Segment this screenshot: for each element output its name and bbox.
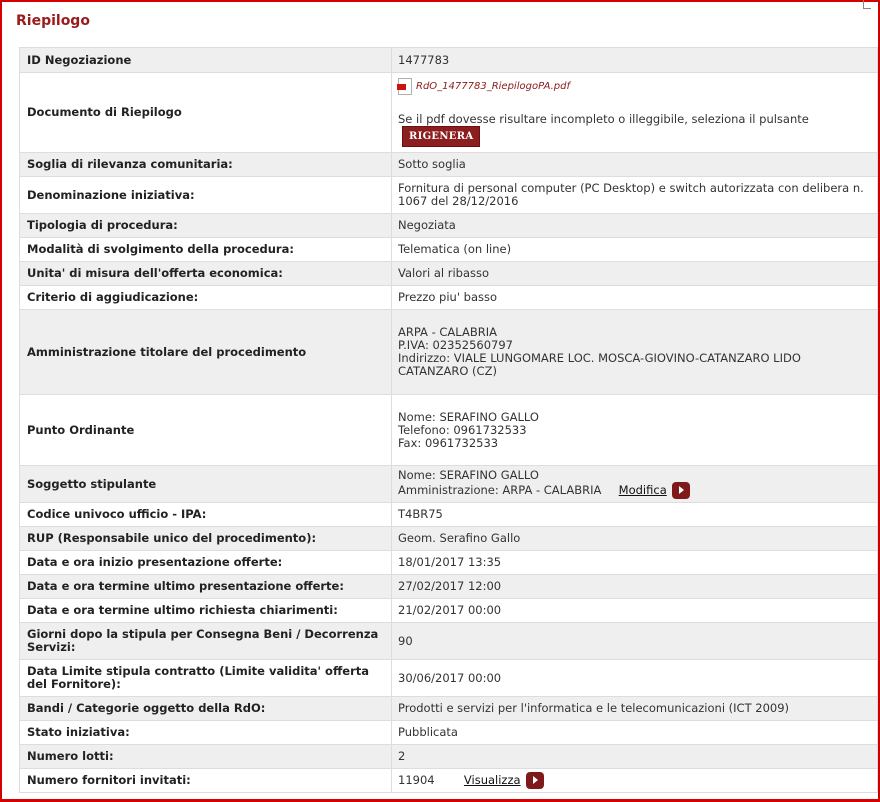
table-row [20, 599, 878, 623]
summary-table [19, 47, 878, 793]
row-value: Sotto soglia [392, 153, 878, 177]
row-label: Denominazione iniziativa: [20, 177, 392, 214]
modifica-arrow-icon[interactable] [672, 482, 690, 499]
value-line: Nome: SERAFINO GALLO [398, 409, 539, 424]
row-label: Amministrazione titolare del procedimento [20, 310, 392, 395]
row-value [392, 466, 878, 503]
row-label: Criterio di aggiudicazione: [20, 286, 392, 310]
row-label: Data e ora termine ultimo richiesta chiarimenti: [20, 599, 392, 623]
table-row [20, 745, 878, 769]
row-label: ID Negoziazione [20, 48, 392, 73]
table-row [20, 551, 878, 575]
label-line: Servizi: [27, 640, 76, 654]
pdf-icon [398, 78, 412, 95]
table-row [20, 527, 878, 551]
value-line: Nome: SERAFINO GALLO [398, 468, 539, 482]
row-value [392, 769, 878, 793]
visualizza-arrow-icon[interactable] [526, 772, 544, 789]
table-row [20, 503, 878, 527]
row-value: Negoziata [392, 214, 878, 238]
table-row [20, 238, 878, 262]
row-value: 2 [392, 745, 878, 769]
label-line: del Fornitore): [27, 677, 121, 691]
row-label: Punto Ordinante [20, 395, 392, 466]
regenerate-note: Se il pdf dovesse risultare incompleto o illeggibile, seleziona il pulsante [398, 112, 809, 126]
document-cell [392, 73, 878, 153]
modifica-link[interactable]: Modifica [618, 483, 667, 497]
value-line: Amministrazione: ARPA - CALABRIA [398, 483, 602, 497]
table-row [20, 623, 878, 660]
table-row [20, 721, 878, 745]
row-label: Stato iniziativa: [20, 721, 392, 745]
row-label: Bandi / Categorie oggetto della RdO: [20, 697, 392, 721]
visualizza-link[interactable]: Visualizza [463, 773, 521, 787]
table-row [20, 153, 878, 177]
label-line: Giorni dopo la stipula per Consegna Beni / Decorrenza [27, 627, 379, 641]
value-line: Telefono: 0961732533 [398, 422, 527, 437]
row-label: Numero lotti: [20, 745, 392, 769]
value-line: ARPA - CALABRIA [398, 325, 497, 339]
row-label: RUP (Responsabile unico del procedimento): [20, 527, 392, 551]
table-row [20, 177, 878, 214]
row-value: T4BR75 [392, 503, 878, 527]
value-line: 1067 del 28/12/2016 [398, 194, 519, 208]
row-label [20, 660, 392, 697]
row-value: Prezzo piu' basso [392, 286, 878, 310]
row-label: Soggetto stipulante [20, 466, 392, 503]
row-value: Prodotti e servizi per l'informatica e le telecomunicazioni (ICT 2009) [392, 697, 878, 721]
row-value [392, 395, 878, 466]
table-row [20, 769, 878, 793]
row-value [392, 177, 878, 214]
row-value: Valori al ribasso [392, 262, 878, 286]
row-value: 18/01/2017 13:35 [392, 551, 878, 575]
row-label: Data e ora termine ultimo presentazione offerte: [20, 575, 392, 599]
row-label: Unita' di misura dell'offerta economica: [20, 262, 392, 286]
row-value: 1477783 [392, 48, 878, 73]
label-line: Data Limite stipula contratto (Limite validita' offerta [27, 664, 369, 678]
table-row [20, 286, 878, 310]
table-row [20, 48, 878, 73]
row-value: 90 [392, 623, 878, 660]
row-label: Modalità di svolgimento della procedura: [20, 238, 392, 262]
row-value: 30/06/2017 00:00 [392, 660, 878, 697]
value-line: P.IVA: 02352560797 [398, 338, 513, 352]
corner-mark-icon [863, 0, 871, 9]
table-row [20, 660, 878, 697]
table-row [20, 214, 878, 238]
table-row [20, 395, 878, 466]
row-label: Data e ora inizio presentazione offerte: [20, 551, 392, 575]
row-label: Soglia di rilevanza comunitaria: [20, 153, 392, 177]
table-row [20, 73, 878, 153]
row-label: Numero fornitori invitati: [20, 769, 392, 793]
value-line: Fax: 0961732533 [398, 435, 499, 450]
row-label: Codice univoco ufficio - IPA: [20, 503, 392, 527]
pdf-file-link[interactable]: RdO_1477783_RiepilogoPA.pdf [416, 81, 571, 92]
row-label: Documento di Riepilogo [20, 73, 392, 153]
row-value: 21/02/2017 00:00 [392, 599, 878, 623]
value-line: Fornitura di personal computer (PC Desktop) e switch autorizzata con delibera n. [398, 181, 864, 195]
value-line: CATANZARO (CZ) [398, 364, 497, 378]
table-row [20, 310, 878, 395]
fornitori-count: 11904 [398, 773, 435, 787]
row-label [20, 623, 392, 660]
row-value [392, 310, 878, 395]
row-value: Pubblicata [392, 721, 878, 745]
table-row [20, 262, 878, 286]
row-value: Geom. Serafino Gallo [392, 527, 878, 551]
row-value: Telematica (on line) [392, 238, 878, 262]
regenerate-button[interactable]: RIGENERA [402, 126, 480, 147]
row-value: 27/02/2017 12:00 [392, 575, 878, 599]
table-row [20, 697, 878, 721]
row-label: Tipologia di procedura: [20, 214, 392, 238]
table-row [20, 575, 878, 599]
page-title: Riepilogo [16, 13, 90, 29]
table-row [20, 466, 878, 503]
value-line: Indirizzo: VIALE LUNGOMARE LOC. MOSCA-GIOVINO-CATANZARO LIDO [398, 351, 801, 365]
